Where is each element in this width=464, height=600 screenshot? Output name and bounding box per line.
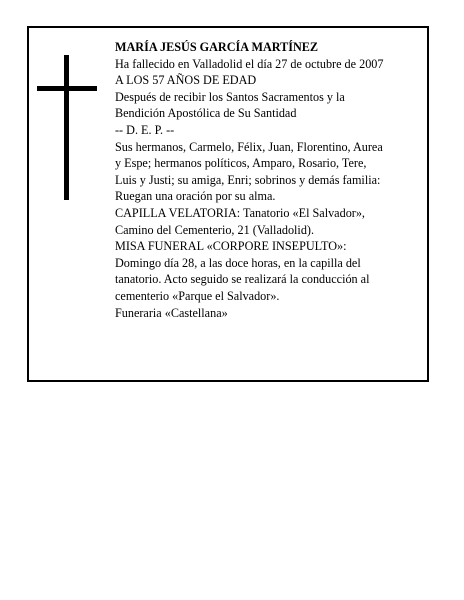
funeral-home-line: Funeraria «Castellana» xyxy=(115,305,228,320)
benediction-line: Bendición Apostólica de Su Santidad xyxy=(115,106,297,121)
chapel-line-1: CAPILLA VELATORIA: Tanatorio «El Salvador», xyxy=(115,205,365,220)
sacraments-line: Después de recibir los Santos Sacramentos y la xyxy=(115,89,345,104)
family-line-2: y Espe; hermanos políticos, Amparo, Rosario, Tere, xyxy=(115,156,367,171)
cross-vertical-bar xyxy=(64,55,69,200)
cross-horizontal-bar xyxy=(37,86,97,91)
obituary-notice xyxy=(27,26,429,382)
prayer-request-line: Ruegan una oración por su alma. xyxy=(115,189,276,204)
deceased-name: MARÍA JESÚS GARCÍA MARTÍNEZ xyxy=(115,40,319,54)
family-line-3: Luis y Justi; su amiga, Enri; sobrinos y demás familia: xyxy=(115,172,381,187)
family-line-1: Sus hermanos, Carmelo, Félix, Juan, Florentino, Aurea xyxy=(115,139,383,154)
funeral-mass-line-1: MISA FUNERAL «CORPORE INSEPULTO»: xyxy=(115,239,347,254)
rip-line: -- D. E. P. -- xyxy=(115,122,175,137)
cemetery-line: cementerio «Parque el Salvador». xyxy=(115,288,280,303)
latin-cross-icon xyxy=(37,55,99,200)
age-line: A LOS 57 AÑOS DE EDAD xyxy=(115,73,257,88)
notice-body xyxy=(115,39,427,321)
death-date-line: Ha fallecido en Valladolid el día 27 de octubre de 2007 xyxy=(115,56,384,71)
chapel-line-2: Camino del Cementerio, 21 (Valladolid). xyxy=(115,222,315,237)
funeral-mass-line-3: tanatorio. Acto seguido se realizará la conducción al xyxy=(115,272,370,287)
funeral-mass-line-2: Domingo día 28, a las doce horas, en la capilla del xyxy=(115,255,361,270)
